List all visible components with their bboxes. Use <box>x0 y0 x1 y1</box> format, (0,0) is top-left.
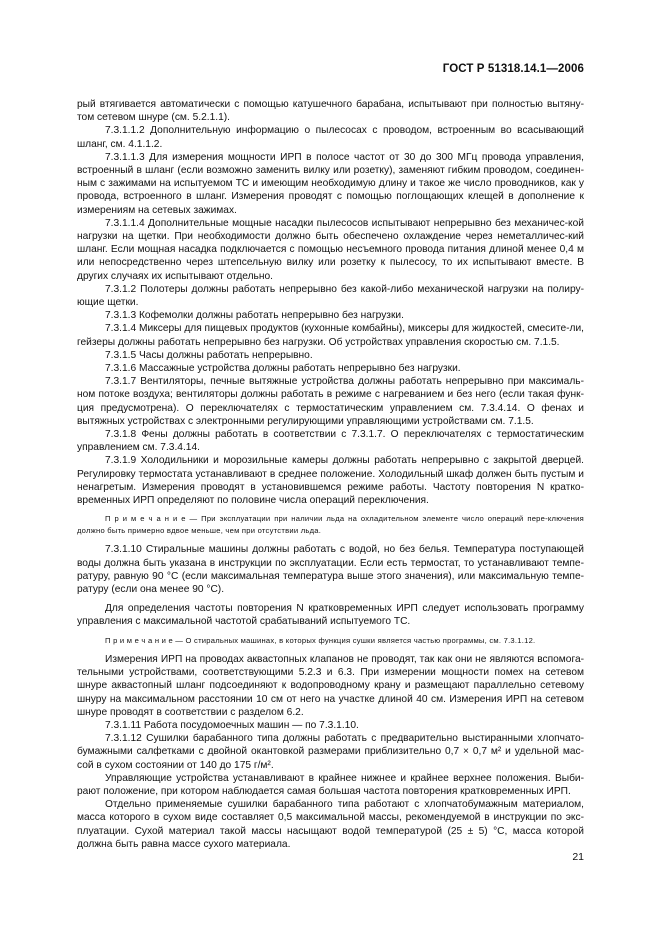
paragraph: Для определения частоты повторения N кратковременных ИРП следует использовать программу управления с максимальной частотой срабатываний испытуемого ТС. <box>77 603 584 628</box>
paragraph: 7.3.1.5 Часы должны работать непрерывно. <box>105 349 313 361</box>
note: П р и м е ч а н и е — О стиральных машинах, в которых функция сушки является частью программы, см. 7.3.1.12. <box>105 635 536 645</box>
note: П р и м е ч а н и е — При эксплуатации при наличии льда на охладительном элементе число операций пере-ключения должно быть примерно вдвое меньше, чем при отсутствии льда. <box>77 514 584 535</box>
paragraph: 7.3.1.6 Массажные устройства должны работать непрерывно без нагрузки. <box>105 363 461 375</box>
paragraph: Управляющие устройства устанавливают в крайнее нижнее и крайнее верхнее положения. Выби-рают положение, при котором наблюдается самая большая частота повторения кратковременных ИРП. <box>77 772 584 798</box>
document-header: ГОСТ Р 51318.14.1—2006 <box>442 63 584 75</box>
paragraph: 7.3.1.8 Фены должны работать в соответствии с 7.3.1.7. О переключателях с термостатическим управлением см. 7.3.4.14. <box>77 429 584 454</box>
document-body <box>77 98 584 851</box>
paragraph: 7.3.1.11 Работа посудомоечных машин — по 7.3.1.10. <box>105 720 359 732</box>
paragraph: 7.3.1.1.3 Для измерения мощности ИРП в полосе частот от 30 до 300 МГц провода управления, встроенный в шланг (если возможно заменить вилку или розетку), заменяют гибким проводом, соединен-ным с зажимами на испытуемом ТС и имеющим необходимую длину и такое же число проводников, как у провода, встроенного в шланг. Измерения проводят с помощью поглощающих клещей в дополнение к измерениям на сетевых зажимах. <box>77 151 584 216</box>
paragraph: Отдельно применяемые сушилки барабанного типа работают с хлопчатобумажным материалом, масса которого в сухом виде составляет 0,5 максимальной массы, рекомендуемой в инструкции по экс-плуатации. Сухой материал такой массы насыщают водой температурой (25 ± 5) °С, масса которой должна быть равна массе сухого материала. <box>77 799 584 850</box>
paragraph: 7.3.1.2 Полотеры должны работать непрерывно без какой-либо механической нагрузки на полиру-ющие щетки. <box>77 283 584 309</box>
paragraph: 7.3.1.10 Стиральные машины должны работать с водой, но без белья. Температура поступающей воды должна быть указана в инструкции по эксплуатации. Если есть термостат, то устанавливают темпе-ратуру, равную 90 °С (если максимальная температура выше этого значения), или максимальную темпе-ратуру (если она менее 90 °С). <box>77 544 584 595</box>
paragraph: 7.3.1.1.4 Дополнительные мощные насадки пылесосов испытывают непрерывно без механичес-кой нагрузки на щетки. При необходимости должно быть обеспечено охлаждение через неметалличес-кий шланг. Если мощная насадка подключается с помощью несъемного провода питания длиной менее 0,4 м или непосредственно через штепсельную вилку или розетку к пылесосу, то их испытывают вместе. В других случаях их испытывают отдельно. <box>77 217 584 282</box>
paragraph: рый втягивается автоматически с помощью катушечного барабана, испытывают при полностью вытяну-том сетевом шнуре (см. 5.2.1.1). <box>77 99 584 124</box>
paragraph: 7.3.1.12 Сушилки барабанного типа должны работать с предварительно выстиранными хлопчато-бумажными салфетками с двойной окантовкой размерами приблизительно 0,7 × 0,7 м² и удельной мас-сой в сухом состоянии от 140 до 175 г/м². <box>77 733 584 771</box>
paragraph: 7.3.1.4 Миксеры для пищевых продуктов (кухонные комбайны), миксеры для жидкостей, смесите-ли, гейзеры должны работать непрерывно без нагрузки. Об устройствах управления скоростью см. 7.1.5. <box>77 323 584 348</box>
paragraph: 7.3.1.1.2 Дополнительную информацию о пылесосах с проводом, встроенным во всасывающий шланг, см. 4.1.1.2. <box>77 125 584 150</box>
paragraph: Измерения ИРП на проводах аквастопных клапанов не проводят, так как они не являются вспомога-тельными устройствами, соответствующими 5.2.3 и 6.3. При измерении мощности помех на сетевом шнуре аквастопный шланг подсоединяют к водопроводному крану и размещают параллельно сетевому шнуру на максимальном расстоянии 10 см от него на участке длиной 40 см. Измерения ИРП на сетевом шнуре проводят в соответствии с разделом 6.2. <box>77 654 584 718</box>
paragraph: 7.3.1.3 Кофемолки должны работать непрерывно без нагрузки. <box>105 310 404 322</box>
paragraph: 7.3.1.9 Холодильники и морозильные камеры должны работать непрерывно с закрытой дверцей. Регулировку термостата устанавливают в среднее положение. Холодильный шкаф должен быть пустым и ненагретым. Измерения проводят в установившемся режиме работы. Частоту повторения N кратко-временных ИРП определяют по половине числа операций переключения. <box>77 455 584 507</box>
page-number: 21 <box>572 851 584 863</box>
paragraph: 7.3.1.7 Вентиляторы, печные вытяжные устройства должны работать непрерывно при максималь-ном потоке воздуха; вентиляторы должны работать в режиме с нагреванием и без него (если такая функ-ция предусмотрена). О переключателях с термостатическим управлением см. 7.3.4.14. О фенах и вытяжных устройствах с электронными регулирующими управляющими устройствами см. 7.1.5. <box>77 376 584 427</box>
